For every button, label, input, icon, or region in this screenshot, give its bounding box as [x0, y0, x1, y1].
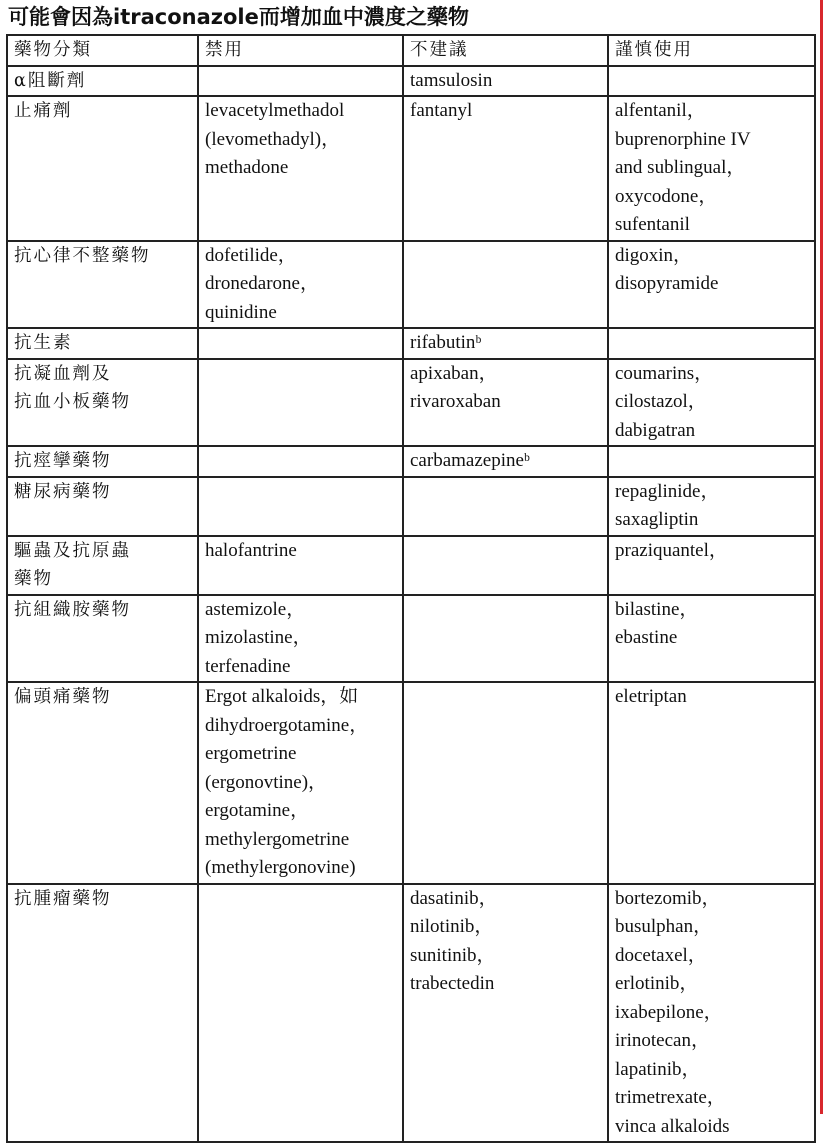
cell-contraindicated	[198, 328, 403, 359]
cell-line: buprenorphine IV	[615, 128, 751, 150]
cell-line: sufentanil	[615, 214, 690, 235]
cell-caution	[608, 884, 815, 1143]
drug-interaction-table	[6, 34, 816, 1143]
table-row	[7, 884, 815, 1143]
cell-line: cilostazol，	[615, 391, 707, 412]
cell-line: disopyramide	[615, 273, 719, 294]
cell-category	[7, 682, 198, 884]
table-header-row	[7, 35, 815, 66]
header-not-recommended: 不建議	[403, 35, 608, 66]
cell-not-recommended	[403, 884, 608, 1143]
cell-not-recommended	[403, 96, 608, 241]
cell-category	[7, 595, 198, 683]
cell-not-recommended	[403, 536, 608, 595]
page-title: 可能會因為itraconazole而增加血中濃度之藥物	[8, 5, 469, 29]
cell-line: rivaroxaban	[410, 391, 501, 412]
table-row	[7, 477, 815, 536]
cell-line: tamsulosin	[410, 69, 493, 91]
cell-line: (methylergonovine)	[205, 857, 356, 878]
cell-line: 抗心律不整藥物	[14, 245, 151, 266]
table-row	[7, 96, 815, 241]
cell-line: lapatinib，	[615, 1058, 701, 1080]
cell-contraindicated	[198, 884, 403, 1143]
cell-line: terfenadine	[205, 655, 291, 677]
cell-line: astemizole，	[205, 598, 306, 620]
cell-line: eletriptan	[615, 686, 687, 707]
cell-caution	[608, 328, 815, 359]
cell-caution	[608, 682, 815, 884]
table-row	[7, 241, 815, 329]
cell-contraindicated	[198, 241, 403, 329]
cell-line: 抗凝血劑及	[14, 363, 112, 384]
cell-line: levacetylmethadol	[205, 100, 345, 121]
cell-not-recommended	[403, 66, 608, 97]
cell-category	[7, 241, 198, 329]
cell-caution	[608, 477, 815, 536]
header-category: 藥物分類	[7, 35, 198, 66]
cell-line: apixaban，	[410, 362, 498, 384]
cell-line: rifabutinᵇ	[410, 332, 482, 353]
cell-not-recommended	[403, 446, 608, 477]
cell-line: ergometrine	[205, 743, 297, 764]
cell-caution	[608, 446, 815, 477]
cell-contraindicated	[198, 96, 403, 241]
cell-category	[7, 536, 198, 595]
cell-line: 抗組織胺藥物	[14, 599, 131, 620]
cell-line: dihydroergotamine，	[205, 714, 369, 736]
cell-category	[7, 66, 198, 97]
cell-line: irinotecan，	[615, 1030, 710, 1051]
cell-contraindicated	[198, 682, 403, 884]
cell-line: nilotinib，	[410, 916, 494, 937]
table-body	[7, 66, 815, 1143]
cell-contraindicated	[198, 477, 403, 536]
cell-line: quinidine	[205, 301, 277, 323]
cell-line: 抗痙攣藥物	[14, 451, 112, 471]
cell-line: trimetrexate，	[615, 1087, 726, 1108]
cell-line: bortezomib，	[615, 887, 721, 909]
cell-line: mizolastine，	[205, 627, 312, 648]
table-row	[7, 536, 815, 595]
cell-line: 抗血小板藥物	[14, 392, 131, 412]
cell-line: and sublingual，	[615, 157, 746, 178]
cell-line: saxagliptin	[615, 509, 699, 530]
cell-category	[7, 446, 198, 477]
cell-not-recommended	[403, 477, 608, 536]
cell-line: dabigatran	[615, 419, 696, 441]
cell-line: 抗腫瘤藥物	[14, 888, 112, 909]
cell-line: ergotamine，	[205, 800, 310, 821]
cell-contraindicated	[198, 359, 403, 447]
cell-line: dasatinib，	[410, 887, 498, 909]
cell-not-recommended	[403, 595, 608, 683]
cell-category	[7, 96, 198, 241]
cell-line: repaglinide，	[615, 480, 720, 502]
cell-contraindicated	[198, 446, 403, 477]
table-row	[7, 66, 815, 97]
header-contraindicated: 禁用	[198, 35, 403, 66]
cell-caution	[608, 96, 815, 241]
cell-caution	[608, 536, 815, 595]
cell-line: ixabepilone，	[615, 1001, 723, 1023]
cell-line: α阻斷劑	[14, 70, 87, 91]
cell-caution	[608, 241, 815, 329]
cell-not-recommended	[403, 682, 608, 884]
cell-line: 止痛劑	[14, 101, 73, 121]
cell-line: methylergometrine	[205, 828, 350, 850]
table-row	[7, 682, 815, 884]
cell-contraindicated	[198, 536, 403, 595]
cell-line: docetaxel，	[615, 944, 707, 966]
cell-line: praziquantel，	[615, 539, 728, 561]
header-caution: 謹慎使用	[608, 35, 815, 66]
cell-contraindicated	[198, 595, 403, 683]
cell-line: dronedarone，	[205, 273, 319, 294]
cell-line: 驅蟲及抗原蟲	[14, 540, 131, 561]
cell-category	[7, 884, 198, 1143]
cell-line: ebastine	[615, 627, 678, 648]
cell-line: trabectedin	[410, 973, 495, 994]
table-row	[7, 595, 815, 683]
cell-line: vinca alkaloids	[615, 1115, 730, 1137]
cell-line: sunitinib，	[410, 944, 496, 966]
cell-line: halofantrine	[205, 539, 297, 561]
cell-line: 糖尿病藥物	[14, 481, 112, 502]
cell-line: 藥物	[14, 569, 53, 589]
cell-line: bilastine，	[615, 598, 699, 620]
cell-line: oxycodone，	[615, 185, 718, 207]
cell-line: 抗生素	[14, 333, 73, 353]
cell-category	[7, 359, 198, 447]
cell-line: digoxin，	[615, 244, 693, 266]
table-row	[7, 446, 815, 477]
table-row	[7, 359, 815, 447]
cell-caution	[608, 359, 815, 447]
cell-not-recommended	[403, 328, 608, 359]
cell-line: (levomethadyl)，	[205, 128, 341, 150]
cell-line: coumarins，	[615, 362, 714, 384]
cell-line: (ergonovtine)，	[205, 771, 328, 793]
cell-line: alfentanil，	[615, 100, 706, 121]
cell-line: busulphan，	[615, 916, 713, 937]
cell-line: dofetilide，	[205, 244, 297, 266]
cell-not-recommended	[403, 359, 608, 447]
cell-category	[7, 328, 198, 359]
cell-category	[7, 477, 198, 536]
cell-contraindicated	[198, 66, 403, 97]
cell-line: 偏頭痛藥物	[14, 687, 112, 707]
cell-line: erlotinib，	[615, 973, 699, 994]
cell-caution	[608, 66, 815, 97]
cell-line: methadone	[205, 157, 289, 178]
cell-not-recommended	[403, 241, 608, 329]
cell-line: Ergot alkaloids，如	[205, 686, 359, 707]
cell-line: carbamazepineᵇ	[410, 450, 530, 471]
cell-caution	[608, 595, 815, 683]
cell-line: fantanyl	[410, 100, 473, 121]
table-row	[7, 328, 815, 359]
